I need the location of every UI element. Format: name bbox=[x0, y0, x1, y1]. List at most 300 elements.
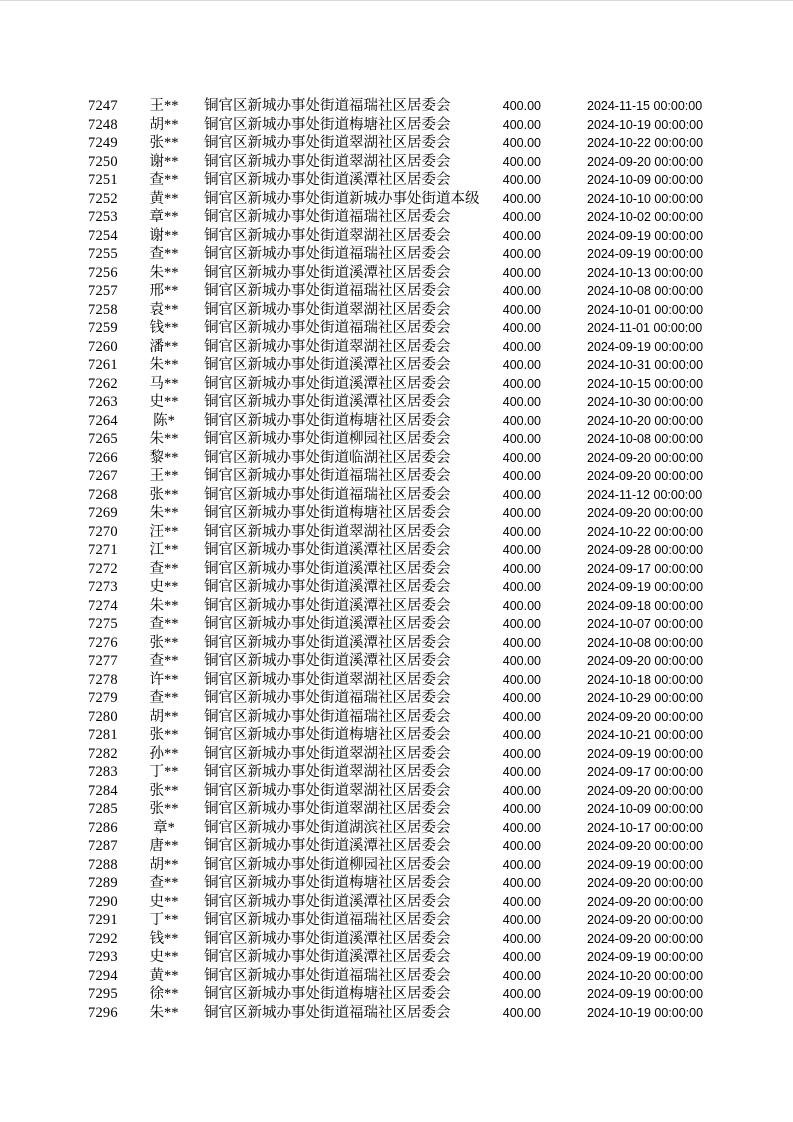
person-name-cell: 黄** bbox=[149, 967, 179, 984]
amount-cell: 400.00 bbox=[502, 950, 541, 964]
amount-cell: 400.00 bbox=[502, 746, 541, 761]
date-cell: 2024-09-19 00:00:00 bbox=[587, 580, 704, 594]
person-name-cell: 孙** bbox=[149, 745, 179, 762]
person-name-cell: 查** bbox=[149, 875, 179, 891]
amount-cell: 400.00 bbox=[502, 376, 541, 391]
amount-cell: 400.00 bbox=[502, 839, 541, 853]
record-id-cell: 7247 bbox=[88, 98, 118, 114]
table-row bbox=[0, 504, 793, 523]
record-id-cell: 7266 bbox=[88, 449, 118, 466]
person-name-cell: 朱** bbox=[149, 357, 179, 373]
record-id-cell: 7285 bbox=[88, 801, 118, 817]
table-row bbox=[0, 430, 793, 449]
organization-cell: 铜官区新城办事处街道梅塘社区居委会 bbox=[204, 116, 451, 133]
table-row bbox=[0, 856, 793, 875]
date-cell: 2024-09-19 00:00:00 bbox=[587, 339, 704, 354]
person-name-cell: 袁** bbox=[149, 301, 179, 318]
organization-cell: 铜官区新城办事处街道福瑞社区居委会 bbox=[204, 1004, 451, 1021]
person-name-cell: 黄** bbox=[149, 190, 179, 207]
organization-cell: 铜官区新城办事处街道翠湖社区居委会 bbox=[204, 801, 451, 817]
person-name-cell: 丁** bbox=[149, 912, 179, 928]
record-id-cell: 7254 bbox=[88, 227, 118, 244]
organization-cell: 铜官区新城办事处街道翠湖社区居委会 bbox=[204, 338, 451, 355]
amount-cell: 400.00 bbox=[502, 136, 541, 150]
person-name-cell: 朱** bbox=[149, 505, 179, 521]
date-cell: 2024-10-17 00:00:00 bbox=[587, 820, 704, 835]
date-cell: 2024-09-20 00:00:00 bbox=[587, 654, 704, 668]
date-cell: 2024-09-19 00:00:00 bbox=[587, 950, 704, 964]
table-row bbox=[0, 393, 793, 412]
organization-cell: 铜官区新城办事处街道梅塘社区居委会 bbox=[204, 505, 451, 521]
person-name-cell: 查** bbox=[149, 690, 179, 706]
organization-cell: 铜官区新城办事处街道梅塘社区居委会 bbox=[204, 875, 451, 891]
date-cell: 2024-09-17 00:00:00 bbox=[587, 561, 704, 576]
amount-cell: 400.00 bbox=[502, 765, 541, 779]
date-cell: 2024-10-10 00:00:00 bbox=[587, 191, 704, 206]
organization-cell: 铜官区新城办事处街道临湖社区居委会 bbox=[204, 449, 451, 466]
amount-cell: 400.00 bbox=[502, 99, 541, 113]
date-cell: 2024-10-08 00:00:00 bbox=[587, 284, 704, 298]
organization-cell: 铜官区新城办事处街道翠湖社区居委会 bbox=[204, 745, 451, 762]
date-cell: 2024-10-13 00:00:00 bbox=[587, 265, 704, 280]
record-id-cell: 7282 bbox=[88, 745, 118, 762]
person-name-cell: 马** bbox=[149, 375, 179, 392]
organization-cell: 铜官区新城办事处街道柳园社区居委会 bbox=[204, 856, 451, 873]
organization-cell: 铜官区新城办事处街道新城办事处街道本级 bbox=[204, 190, 480, 207]
amount-cell: 400.00 bbox=[502, 857, 541, 872]
date-cell: 2024-10-29 00:00:00 bbox=[587, 691, 704, 705]
amount-cell: 400.00 bbox=[502, 228, 541, 243]
table-row bbox=[0, 412, 793, 431]
date-cell: 2024-10-15 00:00:00 bbox=[587, 376, 704, 391]
amount-cell: 400.00 bbox=[502, 1005, 541, 1020]
record-id-cell: 7286 bbox=[88, 819, 118, 836]
person-name-cell: 章* bbox=[153, 819, 175, 836]
table-row bbox=[0, 782, 793, 801]
amount-cell: 400.00 bbox=[502, 580, 541, 594]
date-cell: 2024-09-20 00:00:00 bbox=[587, 913, 704, 927]
table-row bbox=[0, 97, 793, 116]
record-id-cell: 7257 bbox=[88, 283, 118, 299]
amount-cell: 400.00 bbox=[502, 728, 541, 742]
person-name-cell: 胡** bbox=[149, 708, 179, 725]
date-cell: 2024-11-15 00:00:00 bbox=[587, 99, 703, 113]
person-name-cell: 查** bbox=[149, 246, 179, 262]
date-cell: 2024-09-19 00:00:00 bbox=[587, 746, 704, 761]
amount-cell: 400.00 bbox=[502, 487, 541, 502]
person-name-cell: 汪** bbox=[149, 523, 179, 540]
person-name-cell: 史** bbox=[149, 949, 179, 965]
table-row bbox=[0, 134, 793, 153]
amount-cell: 400.00 bbox=[502, 173, 541, 187]
record-id-cell: 7283 bbox=[88, 764, 118, 780]
table-row bbox=[0, 227, 793, 246]
table-row bbox=[0, 671, 793, 690]
person-name-cell: 查** bbox=[149, 560, 179, 577]
date-cell: 2024-10-30 00:00:00 bbox=[587, 395, 704, 409]
table-row bbox=[0, 708, 793, 727]
record-id-cell: 7267 bbox=[88, 468, 118, 484]
amount-cell: 400.00 bbox=[502, 802, 541, 816]
record-id-cell: 7248 bbox=[88, 116, 118, 133]
table-row bbox=[0, 763, 793, 782]
record-id-cell: 7269 bbox=[88, 505, 118, 521]
organization-cell: 铜官区新城办事处街道溪潭社区居委会 bbox=[204, 579, 451, 595]
organization-cell: 铜官区新城办事处街道福瑞社区居委会 bbox=[204, 486, 451, 503]
person-name-cell: 史** bbox=[149, 579, 179, 595]
date-cell: 2024-10-08 00:00:00 bbox=[587, 635, 704, 650]
person-name-cell: 张** bbox=[149, 135, 179, 151]
organization-cell: 铜官区新城办事处街道溪潭社区居委会 bbox=[204, 893, 451, 910]
date-cell: 2024-09-20 00:00:00 bbox=[587, 450, 704, 465]
person-name-cell: 谢** bbox=[149, 227, 179, 244]
record-id-cell: 7252 bbox=[88, 190, 118, 207]
amount-cell: 400.00 bbox=[502, 894, 541, 909]
organization-cell: 铜官区新城办事处街道溪潭社区居委会 bbox=[204, 264, 451, 281]
date-cell: 2024-09-19 00:00:00 bbox=[587, 247, 704, 261]
date-cell: 2024-09-20 00:00:00 bbox=[587, 709, 704, 724]
record-id-cell: 7249 bbox=[88, 135, 118, 151]
person-name-cell: 张** bbox=[149, 634, 179, 651]
record-id-cell: 7276 bbox=[88, 634, 118, 651]
records-table bbox=[0, 97, 793, 1022]
organization-cell: 铜官区新城办事处街道福瑞社区居委会 bbox=[204, 967, 451, 984]
organization-cell: 铜官区新城办事处街道福瑞社区居委会 bbox=[204, 209, 451, 225]
date-cell: 2024-09-19 00:00:00 bbox=[587, 987, 704, 1001]
date-cell: 2024-10-22 00:00:00 bbox=[587, 524, 704, 539]
amount-cell: 400.00 bbox=[502, 561, 541, 576]
person-name-cell: 王** bbox=[149, 468, 179, 484]
table-row bbox=[0, 375, 793, 394]
date-cell: 2024-09-20 00:00:00 bbox=[587, 931, 704, 946]
organization-cell: 铜官区新城办事处街道翠湖社区居委会 bbox=[204, 671, 451, 688]
table-row bbox=[0, 245, 793, 264]
table-row bbox=[0, 449, 793, 468]
organization-cell: 铜官区新城办事处街道福瑞社区居委会 bbox=[204, 468, 451, 484]
record-id-cell: 7264 bbox=[88, 412, 118, 429]
amount-cell: 400.00 bbox=[502, 987, 541, 1001]
amount-cell: 400.00 bbox=[502, 968, 541, 983]
organization-cell: 铜官区新城办事处街道溪潭社区居委会 bbox=[204, 634, 451, 651]
record-id-cell: 7258 bbox=[88, 301, 118, 318]
amount-cell: 400.00 bbox=[502, 709, 541, 724]
date-cell: 2024-10-08 00:00:00 bbox=[587, 432, 704, 446]
organization-cell: 铜官区新城办事处街道湖滨社区居委会 bbox=[204, 819, 451, 836]
person-name-cell: 朱** bbox=[149, 264, 179, 281]
record-id-cell: 7261 bbox=[88, 357, 118, 373]
organization-cell: 铜官区新城办事处街道福瑞社区居委会 bbox=[204, 98, 451, 114]
person-name-cell: 黎** bbox=[149, 449, 179, 466]
person-name-cell: 胡** bbox=[149, 116, 179, 133]
amount-cell: 400.00 bbox=[502, 931, 541, 946]
amount-cell: 400.00 bbox=[502, 450, 541, 465]
person-name-cell: 谢** bbox=[149, 153, 179, 170]
record-id-cell: 7251 bbox=[88, 172, 118, 188]
date-cell: 2024-09-18 00:00:00 bbox=[587, 598, 704, 613]
record-id-cell: 7275 bbox=[88, 616, 118, 632]
organization-cell: 铜官区新城办事处街道福瑞社区居委会 bbox=[204, 283, 451, 299]
table-row bbox=[0, 689, 793, 708]
amount-cell: 400.00 bbox=[502, 265, 541, 280]
table-row bbox=[0, 930, 793, 949]
date-cell: 2024-09-20 00:00:00 bbox=[587, 839, 704, 853]
person-name-cell: 张** bbox=[149, 801, 179, 817]
table-row bbox=[0, 819, 793, 838]
amount-cell: 400.00 bbox=[502, 154, 541, 169]
person-name-cell: 张** bbox=[149, 486, 179, 503]
person-name-cell: 潘** bbox=[149, 338, 179, 355]
organization-cell: 铜官区新城办事处街道溪潭社区居委会 bbox=[204, 542, 451, 558]
table-row bbox=[0, 948, 793, 967]
date-cell: 2024-09-20 00:00:00 bbox=[587, 154, 704, 169]
record-id-cell: 7280 bbox=[88, 708, 118, 725]
amount-cell: 400.00 bbox=[502, 469, 541, 483]
date-cell: 2024-09-20 00:00:00 bbox=[587, 783, 704, 798]
organization-cell: 铜官区新城办事处街道翠湖社区居委会 bbox=[204, 764, 451, 780]
organization-cell: 铜官区新城办事处街道溪潭社区居委会 bbox=[204, 653, 451, 669]
organization-cell: 铜官区新城办事处街道梅塘社区居委会 bbox=[204, 727, 451, 743]
organization-cell: 铜官区新城办事处街道翠湖社区居委会 bbox=[204, 153, 451, 170]
organization-cell: 铜官区新城办事处街道福瑞社区居委会 bbox=[204, 912, 451, 928]
organization-cell: 铜官区新城办事处街道福瑞社区居委会 bbox=[204, 246, 451, 262]
organization-cell: 铜官区新城办事处街道溪潭社区居委会 bbox=[204, 597, 451, 614]
date-cell: 2024-10-02 00:00:00 bbox=[587, 210, 704, 224]
amount-cell: 400.00 bbox=[502, 617, 541, 631]
table-row bbox=[0, 985, 793, 1004]
record-id-cell: 7277 bbox=[88, 653, 118, 669]
organization-cell: 铜官区新城办事处街道翠湖社区居委会 bbox=[204, 227, 451, 244]
record-id-cell: 7288 bbox=[88, 856, 118, 873]
person-name-cell: 朱** bbox=[149, 431, 179, 447]
amount-cell: 400.00 bbox=[502, 654, 541, 668]
date-cell: 2024-09-28 00:00:00 bbox=[587, 543, 704, 557]
table-row bbox=[0, 282, 793, 301]
amount-cell: 400.00 bbox=[502, 783, 541, 798]
person-name-cell: 钱** bbox=[149, 930, 179, 947]
record-id-cell: 7268 bbox=[88, 486, 118, 503]
date-cell: 2024-09-19 00:00:00 bbox=[587, 857, 704, 872]
record-id-cell: 7287 bbox=[88, 838, 118, 854]
date-cell: 2024-10-20 00:00:00 bbox=[587, 413, 704, 428]
record-id-cell: 7271 bbox=[88, 542, 118, 558]
person-name-cell: 钱** bbox=[149, 320, 179, 336]
amount-cell: 400.00 bbox=[502, 876, 541, 890]
table-row bbox=[0, 726, 793, 745]
organization-cell: 铜官区新城办事处街道翠湖社区居委会 bbox=[204, 523, 451, 540]
record-id-cell: 7294 bbox=[88, 967, 118, 984]
record-id-cell: 7296 bbox=[88, 1004, 118, 1021]
amount-cell: 400.00 bbox=[502, 672, 541, 687]
table-row bbox=[0, 153, 793, 172]
record-id-cell: 7291 bbox=[88, 912, 118, 928]
record-id-cell: 7290 bbox=[88, 893, 118, 910]
organization-cell: 铜官区新城办事处街道福瑞社区居委会 bbox=[204, 690, 451, 706]
person-name-cell: 王** bbox=[149, 98, 179, 114]
date-cell: 2024-10-20 00:00:00 bbox=[587, 968, 704, 983]
person-name-cell: 陈* bbox=[153, 412, 175, 429]
record-id-cell: 7260 bbox=[88, 338, 118, 355]
amount-cell: 400.00 bbox=[502, 432, 541, 446]
person-name-cell: 查** bbox=[149, 653, 179, 669]
person-name-cell: 史** bbox=[149, 893, 179, 910]
organization-cell: 铜官区新城办事处街道溪潭社区居委会 bbox=[204, 172, 451, 188]
amount-cell: 400.00 bbox=[502, 506, 541, 520]
person-name-cell: 章** bbox=[149, 209, 179, 225]
person-name-cell: 查** bbox=[149, 172, 179, 188]
record-id-cell: 7255 bbox=[88, 246, 118, 262]
record-id-cell: 7279 bbox=[88, 690, 118, 706]
person-name-cell: 徐** bbox=[149, 986, 179, 1002]
amount-cell: 400.00 bbox=[502, 820, 541, 835]
amount-cell: 400.00 bbox=[502, 302, 541, 317]
table-row bbox=[0, 486, 793, 505]
date-cell: 2024-10-31 00:00:00 bbox=[587, 358, 704, 372]
amount-cell: 400.00 bbox=[502, 321, 541, 335]
amount-cell: 400.00 bbox=[502, 339, 541, 354]
table-row bbox=[0, 208, 793, 227]
date-cell: 2024-10-19 00:00:00 bbox=[587, 117, 704, 132]
record-id-cell: 7250 bbox=[88, 153, 118, 170]
person-name-cell: 张** bbox=[149, 782, 179, 799]
date-cell: 2024-10-19 00:00:00 bbox=[587, 1005, 704, 1020]
organization-cell: 铜官区新城办事处街道梅塘社区居委会 bbox=[204, 412, 451, 429]
record-id-cell: 7292 bbox=[88, 930, 118, 947]
table-row bbox=[0, 319, 793, 338]
organization-cell: 铜官区新城办事处街道溪潭社区居委会 bbox=[204, 375, 451, 392]
record-id-cell: 7265 bbox=[88, 431, 118, 447]
date-cell: 2024-10-18 00:00:00 bbox=[587, 672, 704, 687]
date-cell: 2024-09-17 00:00:00 bbox=[587, 765, 704, 779]
person-name-cell: 张** bbox=[149, 727, 179, 743]
amount-cell: 400.00 bbox=[502, 913, 541, 927]
table-row bbox=[0, 874, 793, 893]
amount-cell: 400.00 bbox=[502, 247, 541, 261]
table-row bbox=[0, 467, 793, 486]
table-row bbox=[0, 356, 793, 375]
table-row bbox=[0, 301, 793, 320]
record-id-cell: 7256 bbox=[88, 264, 118, 281]
table-row bbox=[0, 615, 793, 634]
organization-cell: 铜官区新城办事处街道溪潭社区居委会 bbox=[204, 616, 451, 632]
organization-cell: 铜官区新城办事处街道溪潭社区居委会 bbox=[204, 357, 451, 373]
date-cell: 2024-09-20 00:00:00 bbox=[587, 894, 704, 909]
person-name-cell: 邢** bbox=[149, 283, 179, 299]
organization-cell: 铜官区新城办事处街道福瑞社区居委会 bbox=[204, 708, 451, 725]
table-row bbox=[0, 652, 793, 671]
record-id-cell: 7262 bbox=[88, 375, 118, 392]
record-id-cell: 7259 bbox=[88, 320, 118, 336]
date-cell: 2024-09-20 00:00:00 bbox=[587, 469, 704, 483]
date-cell: 2024-10-09 00:00:00 bbox=[587, 802, 704, 816]
record-id-cell: 7273 bbox=[88, 579, 118, 595]
record-id-cell: 7274 bbox=[88, 597, 118, 614]
record-id-cell: 7281 bbox=[88, 727, 118, 743]
table-row bbox=[0, 745, 793, 764]
organization-cell: 铜官区新城办事处街道溪潭社区居委会 bbox=[204, 838, 451, 854]
amount-cell: 400.00 bbox=[502, 691, 541, 705]
organization-cell: 铜官区新城办事处街道福瑞社区居委会 bbox=[204, 320, 451, 336]
date-cell: 2024-11-01 00:00:00 bbox=[587, 321, 703, 335]
person-name-cell: 许** bbox=[149, 671, 179, 688]
date-cell: 2024-11-12 00:00:00 bbox=[587, 487, 703, 502]
date-cell: 2024-10-22 00:00:00 bbox=[587, 136, 704, 150]
record-id-cell: 7295 bbox=[88, 986, 118, 1002]
person-name-cell: 查** bbox=[149, 616, 179, 632]
table-row bbox=[0, 338, 793, 357]
person-name-cell: 江** bbox=[149, 542, 179, 558]
table-row bbox=[0, 800, 793, 819]
date-cell: 2024-10-01 00:00:00 bbox=[587, 302, 704, 317]
record-id-cell: 7289 bbox=[88, 875, 118, 891]
table-row bbox=[0, 190, 793, 209]
organization-cell: 铜官区新城办事处街道翠湖社区居委会 bbox=[204, 135, 451, 151]
amount-cell: 400.00 bbox=[502, 413, 541, 428]
amount-cell: 400.00 bbox=[502, 395, 541, 409]
amount-cell: 400.00 bbox=[502, 210, 541, 224]
amount-cell: 400.00 bbox=[502, 543, 541, 557]
record-id-cell: 7284 bbox=[88, 782, 118, 799]
date-cell: 2024-09-19 00:00:00 bbox=[587, 228, 704, 243]
table-row bbox=[0, 597, 793, 616]
organization-cell: 铜官区新城办事处街道溪潭社区居委会 bbox=[204, 394, 451, 410]
organization-cell: 铜官区新城办事处街道溪潭社区居委会 bbox=[204, 930, 451, 947]
person-name-cell: 史** bbox=[149, 394, 179, 410]
table-row bbox=[0, 541, 793, 560]
record-id-cell: 7263 bbox=[88, 394, 118, 410]
record-id-cell: 7272 bbox=[88, 560, 118, 577]
table-row bbox=[0, 523, 793, 542]
amount-cell: 400.00 bbox=[502, 191, 541, 206]
table-row bbox=[0, 893, 793, 912]
date-cell: 2024-10-21 00:00:00 bbox=[587, 728, 704, 742]
record-id-cell: 7270 bbox=[88, 523, 118, 540]
person-name-cell: 唐** bbox=[149, 838, 179, 854]
record-id-cell: 7293 bbox=[88, 949, 118, 965]
table-row bbox=[0, 1004, 793, 1023]
record-id-cell: 7253 bbox=[88, 209, 118, 225]
organization-cell: 铜官区新城办事处街道翠湖社区居委会 bbox=[204, 782, 451, 799]
table-row bbox=[0, 837, 793, 856]
amount-cell: 400.00 bbox=[502, 635, 541, 650]
date-cell: 2024-10-07 00:00:00 bbox=[587, 617, 704, 631]
table-row bbox=[0, 171, 793, 190]
table-row bbox=[0, 967, 793, 986]
table-row bbox=[0, 560, 793, 579]
table-row bbox=[0, 116, 793, 135]
table-row bbox=[0, 264, 793, 283]
table-row bbox=[0, 911, 793, 930]
organization-cell: 铜官区新城办事处街道梅塘社区居委会 bbox=[204, 986, 451, 1002]
person-name-cell: 胡** bbox=[149, 856, 179, 873]
organization-cell: 铜官区新城办事处街道翠湖社区居委会 bbox=[204, 301, 451, 318]
amount-cell: 400.00 bbox=[502, 284, 541, 298]
organization-cell: 铜官区新城办事处街道溪潭社区居委会 bbox=[204, 949, 451, 965]
organization-cell: 铜官区新城办事处街道溪潭社区居委会 bbox=[204, 560, 451, 577]
date-cell: 2024-10-09 00:00:00 bbox=[587, 173, 704, 187]
person-name-cell: 丁** bbox=[149, 764, 179, 780]
table-row bbox=[0, 634, 793, 653]
amount-cell: 400.00 bbox=[502, 524, 541, 539]
amount-cell: 400.00 bbox=[502, 117, 541, 132]
date-cell: 2024-09-20 00:00:00 bbox=[587, 506, 704, 520]
amount-cell: 400.00 bbox=[502, 598, 541, 613]
organization-cell: 铜官区新城办事处街道柳园社区居委会 bbox=[204, 431, 451, 447]
table-row bbox=[0, 578, 793, 597]
date-cell: 2024-09-20 00:00:00 bbox=[587, 876, 704, 890]
amount-cell: 400.00 bbox=[502, 358, 541, 372]
person-name-cell: 朱** bbox=[149, 1004, 179, 1021]
person-name-cell: 朱** bbox=[149, 597, 179, 614]
